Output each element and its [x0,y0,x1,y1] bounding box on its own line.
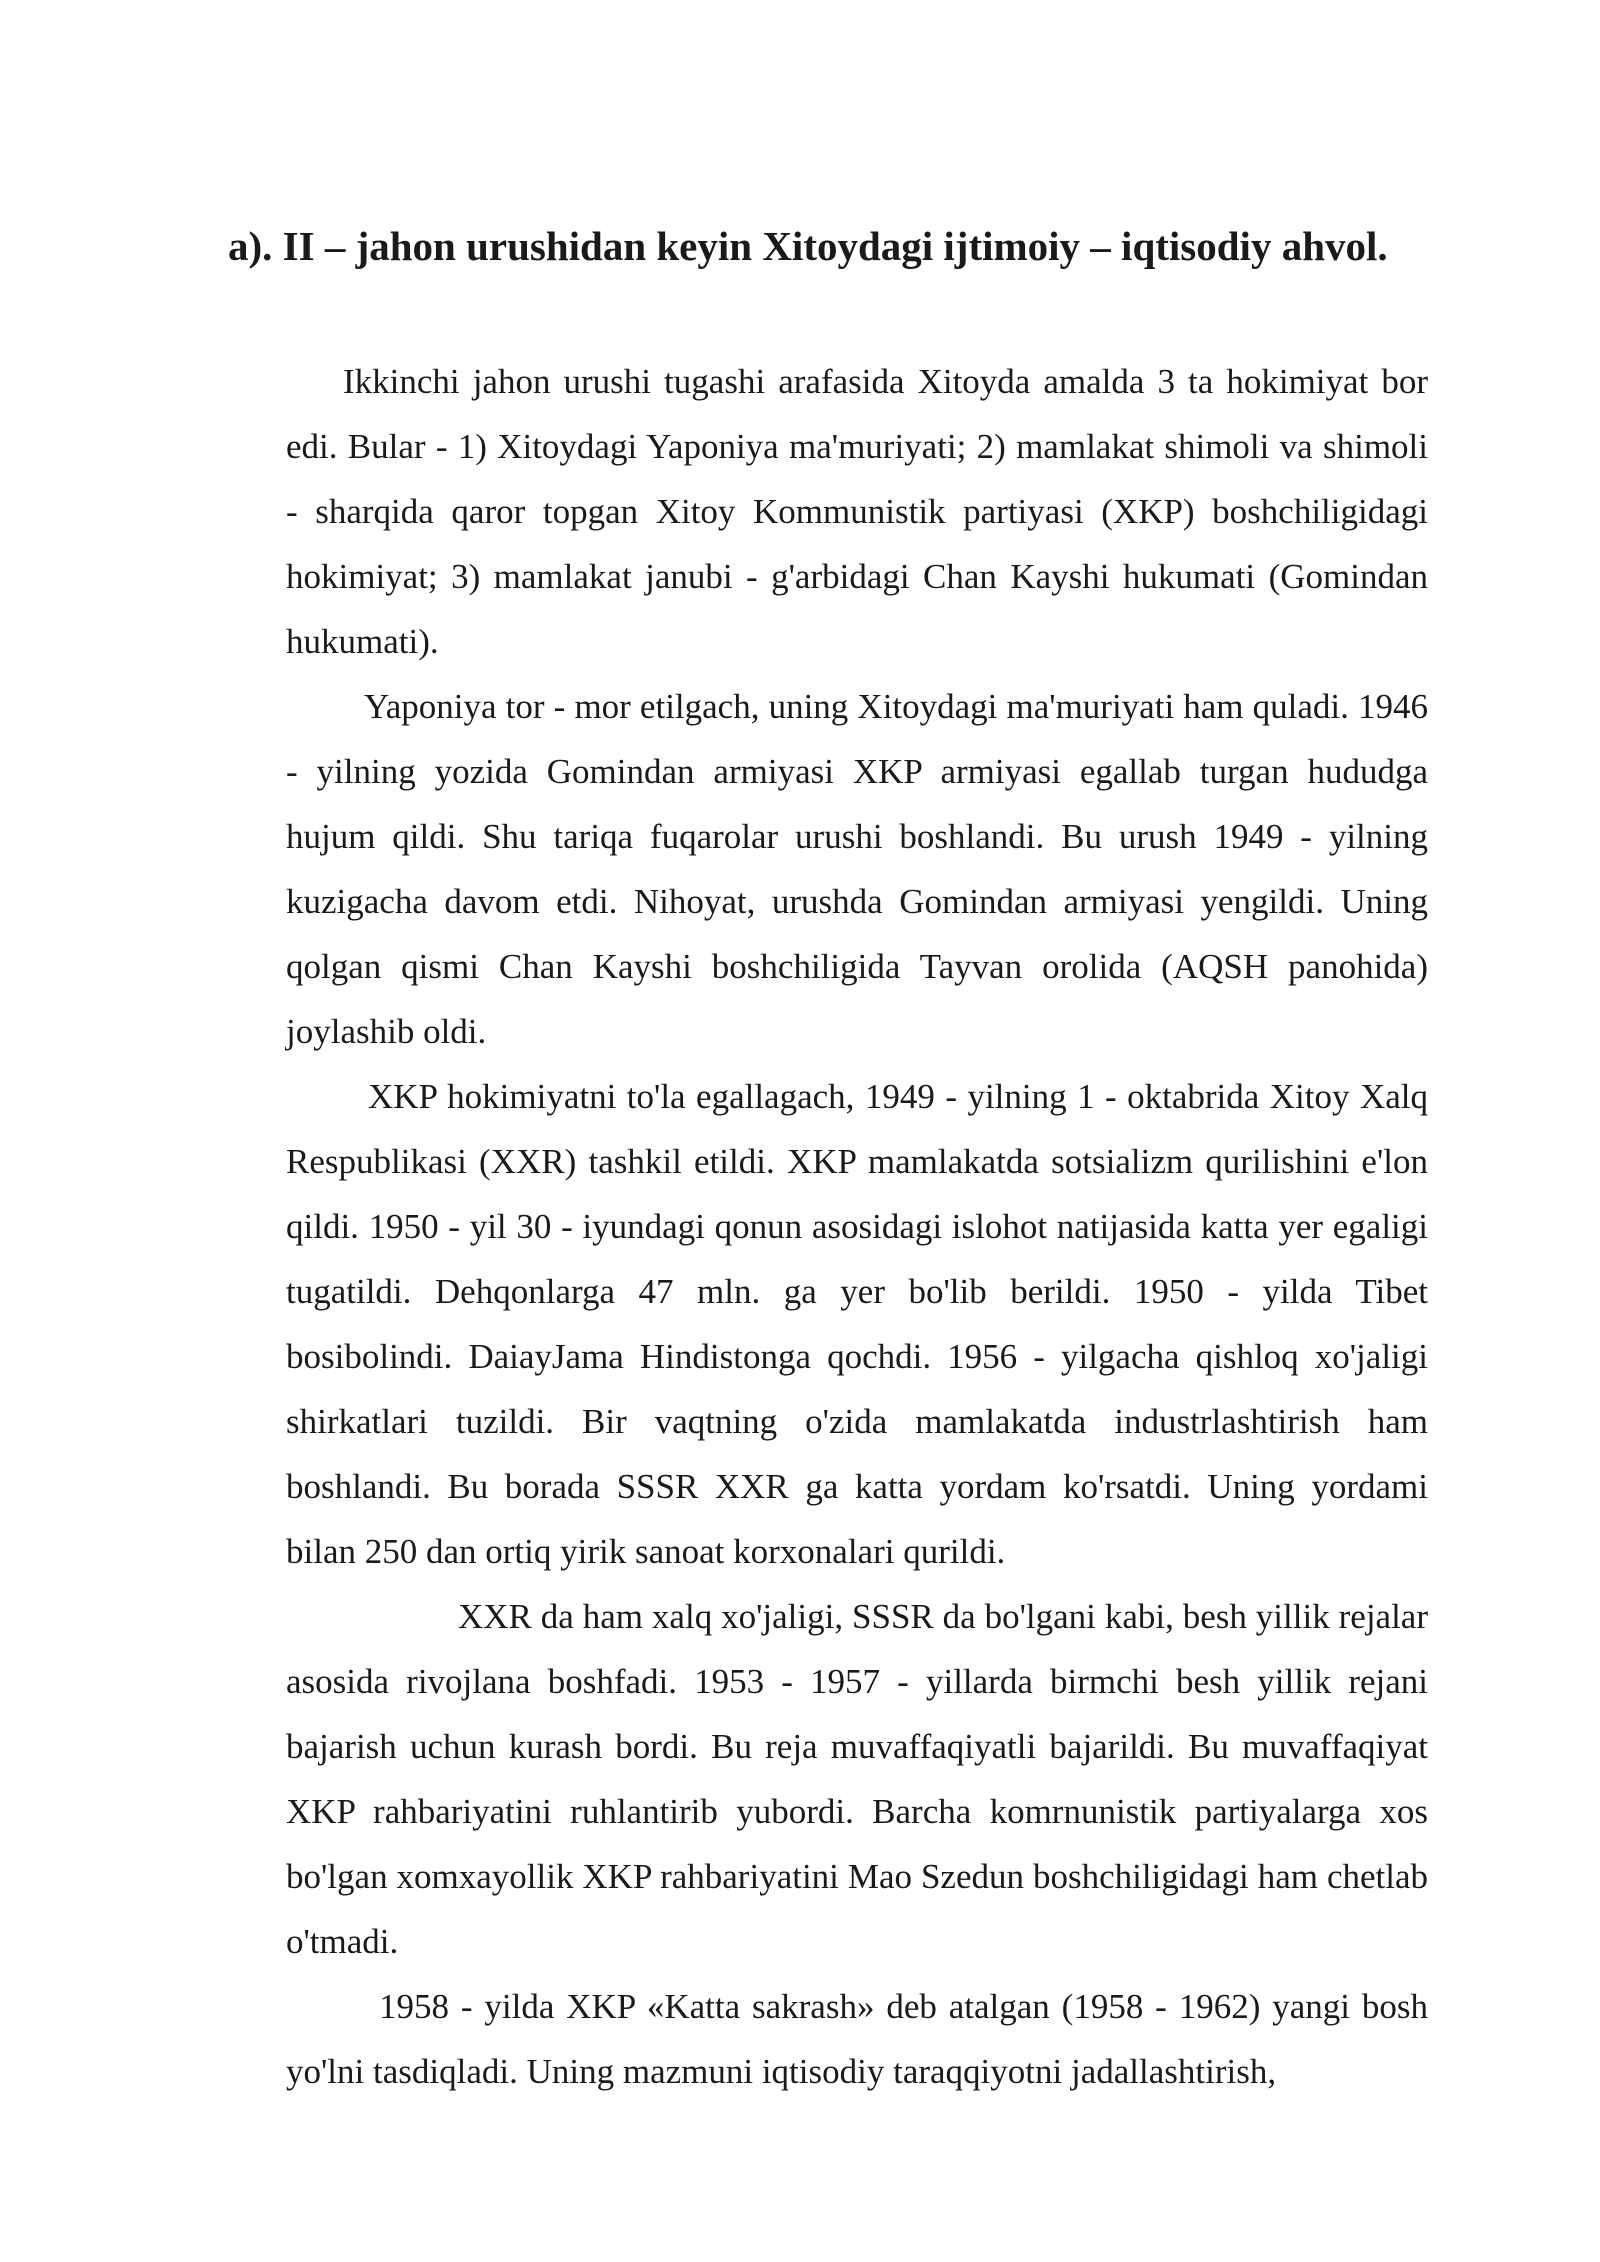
paragraph-3: XKP hokimiyatni to'la egallagach, 1949 - yilning 1 - oktabrida Xitoy Xalq Respublikasi (XXR) tashkil etildi. XKP mamlakatda sotsializm qurilishini e'lon qildi. 1950 - yil 30 - iyundagi qonun asosidagi islohot natijasida katta yer egaligi tugatildi. Dehqonlarga 47 mln. ga yer bo'lib berildi. 1950 - yilda Tibet bosibolindi. DaiayJama Hindistonga qochdi. 1956 - yilgacha qishloq xo'jaligi shirkatlari tuzildi. Bir vaqtning o'zida mamlakatda industrlashtirish ham boshlandi. Bu borada SSSR XXR ga katta yordam ko'rsatdi. Uning yordami bilan 250 dan ortiq yirik sanoat korxonalari qurildi. [286,1077,1428,1571]
body-text [286,349,1428,2104]
section-heading: a). II – jahon urushidan keyin Xitoydagi ijtimoiy – iqtisodiy ahvol. [228,223,1388,269]
paragraph-4: XXR da ham xalq xo'jaligi, SSSR da bo'lgani kabi, besh yillik rejalar asosida rivojlana boshfadi. 1953 - 1957 - yillarda birmchi besh yillik rejani bajarish uchun kurash bordi. Bu reja muvaffaqiyatli bajarildi. Bu muvaffaqiyat XKP rahbariyatini ruhlantirib yubordi. Barcha komrnunistik partiyalarga xos bo'lgan xomxayollik XKP rahbariyatini Mao Szedun boshchiligidagi ham chetlab o'tmadi. [286,1597,1428,1961]
paragraph-5: 1958 - yilda XKP «Katta sakrash» deb atalgan (1958 - 1962) yangi bosh yo'lni tasdiqladi. Uning mazmuni iqtisodiy taraqqiyotni jadallashtirish, [286,1987,1428,2091]
paragraph-2: Yaponiya tor - mor etilgach, uning Xitoydagi ma'muriyati ham quladi. 1946 - yilning yozida Gomindan armiyasi XKP armiyasi egallab turgan hududga hujum qildi. Shu tariqa fuqarolar urushi boshlandi. Bu urush 1949 - yilning kuzigacha davom etdi. Nihoyat, urushda Gomindan armiyasi yengildi. Uning qolgan qismi Chan Kayshi boshchiligida Tayvan orolida (AQSH panohida) joylashib oldi. [286,687,1428,1051]
paragraph-1: Ikkinchi jahon urushi tugashi arafasida Xitoyda amalda 3 ta hokimiyat bor edi. Bular - 1) Xitoydagi Yaponiya ma'muriyati; 2) mamlakat shimoli va shimoli - sharqida qaror topgan Xitoy Kommunistik partiyasi (XKP) boshchiligidagi hokimiyat; 3) mamlakat janubi - g'arbidagi Chan Kayshi hukumati (Gomindan hukumati). [286,362,1428,661]
